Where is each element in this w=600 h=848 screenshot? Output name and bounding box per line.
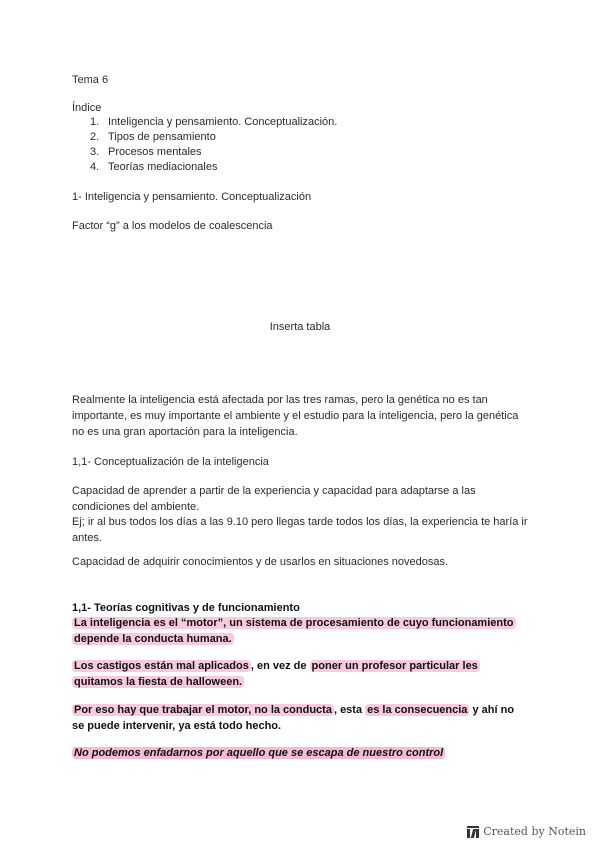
highlight: No podemos enfadarnos por aquello que se escapa de nuestro control — [74, 747, 444, 759]
theories-heading: 1,1- Teorías cognitivas y de funcionamiento — [72, 602, 300, 614]
brand-text: Created by Notein — [483, 825, 586, 838]
list-item: 2. Tipos de pensamiento — [90, 131, 216, 143]
definition-paragraph: Capacidad de aprender a partir de la experiencia y capacidad para adaptarse a las condiciones del ambiente. — [72, 485, 476, 513]
highlight: poner un profesor particular les quitamos la fiesta de halloween. — [74, 660, 478, 688]
section-heading: 1- Inteligencia y pensamiento. Conceptualización — [72, 191, 312, 203]
index-label: Índice — [72, 102, 102, 114]
example-paragraph: Ej; ir al bus todos los días a las 9.10 pero llegas tarde todos los días, la experiencia te haría ir antes. — [72, 516, 528, 544]
list-item: 1. Inteligencia y pensamiento. Conceptualización. — [90, 116, 338, 128]
highlight: Los castigos están mal aplicados — [74, 660, 249, 672]
highlight: Por eso hay que trabajar el motor, no la conducta — [74, 704, 332, 716]
list-item: 3. Procesos mentales — [90, 146, 202, 158]
topic-title: Tema 6 — [72, 74, 109, 86]
definition-paragraph-2: Capacidad de adquirir conocimientos y de usarlos en situaciones novedosas. — [72, 556, 449, 568]
footer-brand — [467, 825, 586, 838]
index-list — [90, 115, 337, 175]
genetics-paragraph: Realmente la inteligencia está afectada por las tres ramas, pero la genética no es tan importante, es muy importante el ambiente y el estudio para la inteligencia, pero la genética no es una gran aportación para la inteligencia. — [72, 394, 519, 438]
list-item: 4. Teorías mediacionales — [90, 161, 218, 173]
subsection-heading: 1,1- Conceptualización de la inteligencia — [72, 456, 269, 468]
factor-text: Factor “g” a los modelos de coalescencia — [72, 220, 273, 232]
notein-logo-icon — [467, 826, 479, 838]
highlight: La inteligencia es el “motor”, un sistema de procesamiento de cuyo funcionamiento depende la conducta humana. — [74, 617, 514, 645]
work-motor-paragraph: Por eso hay que trabajar el motor, no la conducta , esta es la consecuencia y ahí no se puede intervenir, ya está todo hecho. — [72, 704, 515, 732]
motor-paragraph — [72, 615, 528, 647]
table-placeholder: Inserta tabla — [269, 321, 331, 333]
closing-statement — [72, 746, 445, 760]
highlight: es la consecuencia — [367, 704, 468, 716]
punishment-paragraph: Los castigos están mal aplicados , en vez de poner un profesor particular les quitamos la fiesta de halloween. — [74, 660, 478, 688]
